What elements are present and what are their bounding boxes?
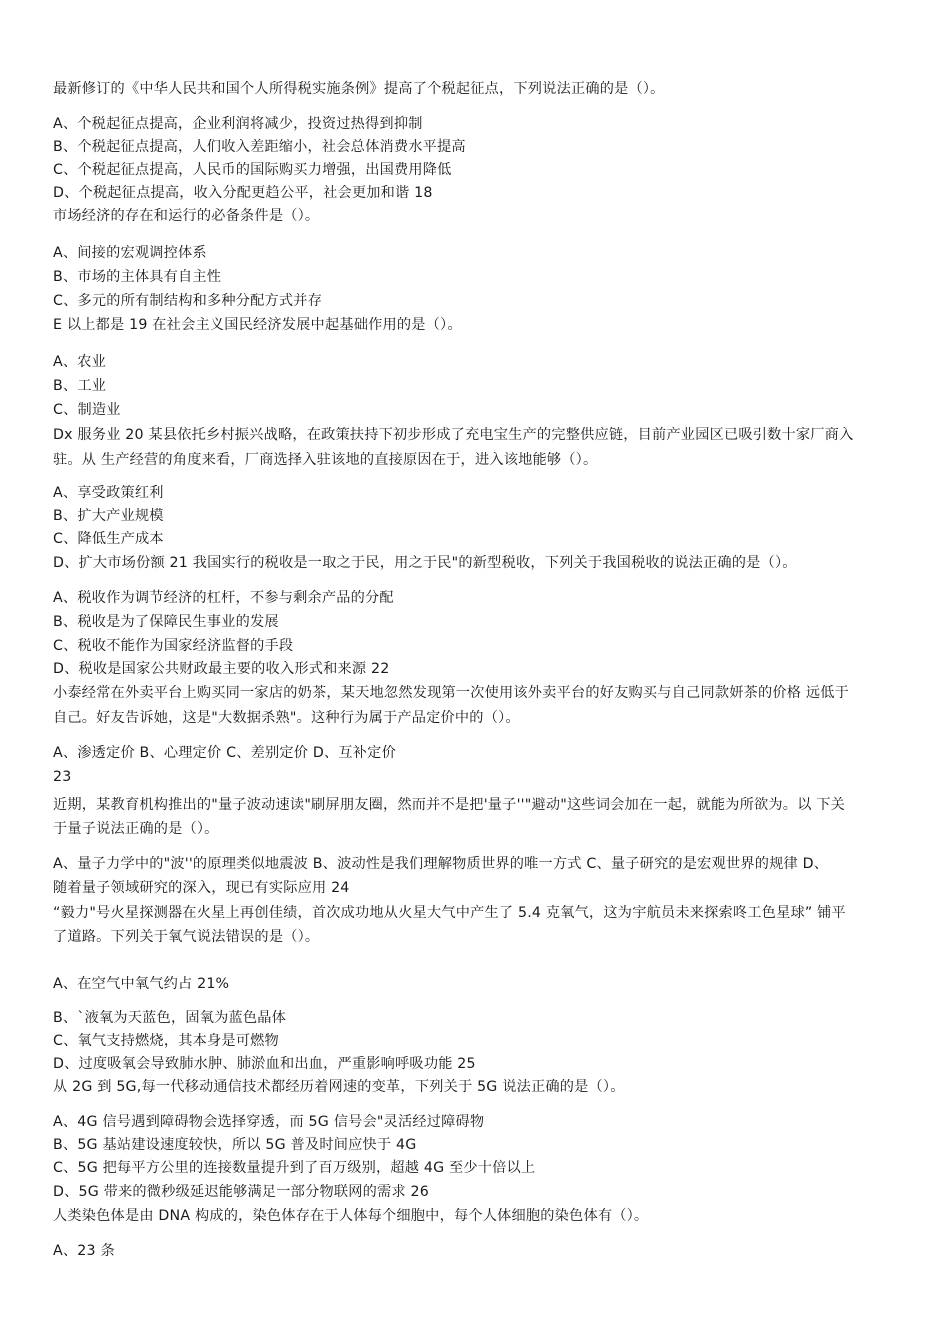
option-line: A、农业 bbox=[53, 354, 107, 370]
option-line: C、多元的所有制结构和多种分配方式并存 bbox=[53, 293, 323, 309]
option-line: C、降低生产成本 bbox=[53, 531, 164, 547]
option-line: C、税收不能作为国家经济监督的手段 bbox=[53, 638, 294, 654]
option-line: A、量子力学中的"波''的原理类似地震波 B、波动性是我们理解物质世界的唯一方式 C、量子研究的是宏观世界的规律 D、 bbox=[53, 856, 829, 872]
question-23-stem: 近期，某教育机构推出的"量子波动速读"刷屏朋友圈，然而并不是把'量子''"避动"这些词会加在一起，就能为所欲为。以 下关 bbox=[53, 797, 846, 813]
option-line: B、工业 bbox=[53, 378, 107, 394]
question-17-stem: 最新修订的《中华人民共和国个人所得税实施条例》提高了个税起征点，下列说法正确的是（）。 bbox=[53, 81, 665, 97]
option-line: A、享受政策红利 bbox=[53, 485, 164, 501]
question-22-stem: 小泰经常在外卖平台上购买同一家店的奶茶，某天地忽然发现第一次使用该外卖平台的好友购买与自己同款妍茶的价格 远低于 bbox=[53, 685, 850, 701]
option-line: C、制造业 bbox=[53, 402, 121, 418]
option-line: D、过度吸氧会导致肺水肿、肺淤血和出血，严重影响呼吸功能 25 bbox=[53, 1056, 476, 1072]
option-line: D、5G 带来的微秒级延迟能够满足一部分物联网的需求 26 bbox=[53, 1184, 429, 1200]
option-line: C、氧气支持燃烧，其本身是可燃物 bbox=[53, 1033, 279, 1049]
option-line: 随着量子领域研究的深入，现已有实际应用 24 bbox=[53, 880, 350, 896]
question-number: 23 bbox=[53, 769, 72, 785]
option-line: C、5G 把每平方公里的连接数量提升到了百万级别，超越 4G 至少十倍以上 bbox=[53, 1160, 536, 1176]
question-25-stem: 从 2G 到 5G,每一代移动通信技术都经历着网速的变革，下列关于 5G 说法正确的是（）。 bbox=[53, 1079, 625, 1095]
option-line: C、个税起征点提高，人民币的国际购买力增强，出国费用降低 bbox=[53, 162, 452, 178]
question-21-stem: D、扩大市场份额 21 我国实行的税收是一取之于民，用之于民"的新型税收，下列关于我国税收的说法正确的是（）。 bbox=[53, 555, 797, 571]
question-24-stem-cont: 了道路。下列关于氧气说法错误的是（）。 bbox=[53, 929, 320, 945]
option-line: B、`液氧为天蓝色，固氧为蓝色晶体 bbox=[53, 1010, 287, 1026]
option-line: B、税收是为了保障民生事业的发展 bbox=[53, 614, 279, 630]
question-23-stem-cont: 于量子说法正确的是（）。 bbox=[53, 821, 219, 837]
option-line: A、渗透定价 B、心理定价 C、差别定价 D、互补定价 bbox=[53, 745, 396, 761]
option-line: A、23 条 bbox=[53, 1243, 115, 1259]
option-line: D、个税起征点提高，收入分配更趋公平，社会更加和谐 18 bbox=[53, 185, 433, 201]
option-line: A、个税起征点提高，企业利润将减少，投资过热得到抑制 bbox=[53, 116, 423, 132]
question-18-stem: 市场经济的存在和运行的必备条件是（）。 bbox=[53, 208, 320, 224]
question-19-stem: E 以上都是 19 在社会主义国民经济发展中起基础作用的是（）。 bbox=[53, 317, 462, 333]
question-20-stem-cont: 驻。从 生产经营的角度来看，厂商选择入驻该地的直接原因在于，进入该地能够（）。 bbox=[53, 452, 598, 468]
option-line: D、税收是国家公共财政最主要的收入形式和来源 22 bbox=[53, 661, 390, 677]
option-line: B、扩大产业规模 bbox=[53, 508, 164, 524]
option-line: A、4G 信号遇到障碍物会选择穿透，而 5G 信号会"灵活经过障碍物 bbox=[53, 1114, 485, 1130]
option-line: B、5G 基站建设速度较快，所以 5G 普及时间应快于 4G bbox=[53, 1137, 417, 1153]
option-line: A、税收作为调节经济的杠杆，不参与剩余产品的分配 bbox=[53, 590, 394, 606]
question-26-stem: 人类染色体是由 DNA 构成的，染色体存在于人体每个细胞中，每个人体细胞的染色体有（）。 bbox=[53, 1208, 649, 1224]
option-line: A、间接的宏观调控体系 bbox=[53, 245, 207, 261]
question-22-stem-cont: 自己。好友告诉她，这是"大数据杀熟"。这种行为属于产品定价中的（）。 bbox=[53, 710, 520, 726]
option-line: A、在空气中氧气约占 21% bbox=[53, 976, 230, 992]
question-24-stem: “毅力"号火星探测器在火星上再创佳绩，首次成功地从火星大气中产生了 5.4 克氧气，这为宇航员未来探索咚工色星球” 铺平 bbox=[53, 905, 846, 921]
option-line: B、个税起征点提高，人们收入差距缩小，社会总体消费水平提高 bbox=[53, 139, 466, 155]
question-20-stem: Dx 服务业 20 某县依托乡村振兴战略，在政策扶持下初步形成了充电宝生产的完整供应链，目前产业园区已吸引数十家厂商入 bbox=[53, 427, 854, 443]
option-line: B、市场的主体具有自主性 bbox=[53, 269, 222, 285]
